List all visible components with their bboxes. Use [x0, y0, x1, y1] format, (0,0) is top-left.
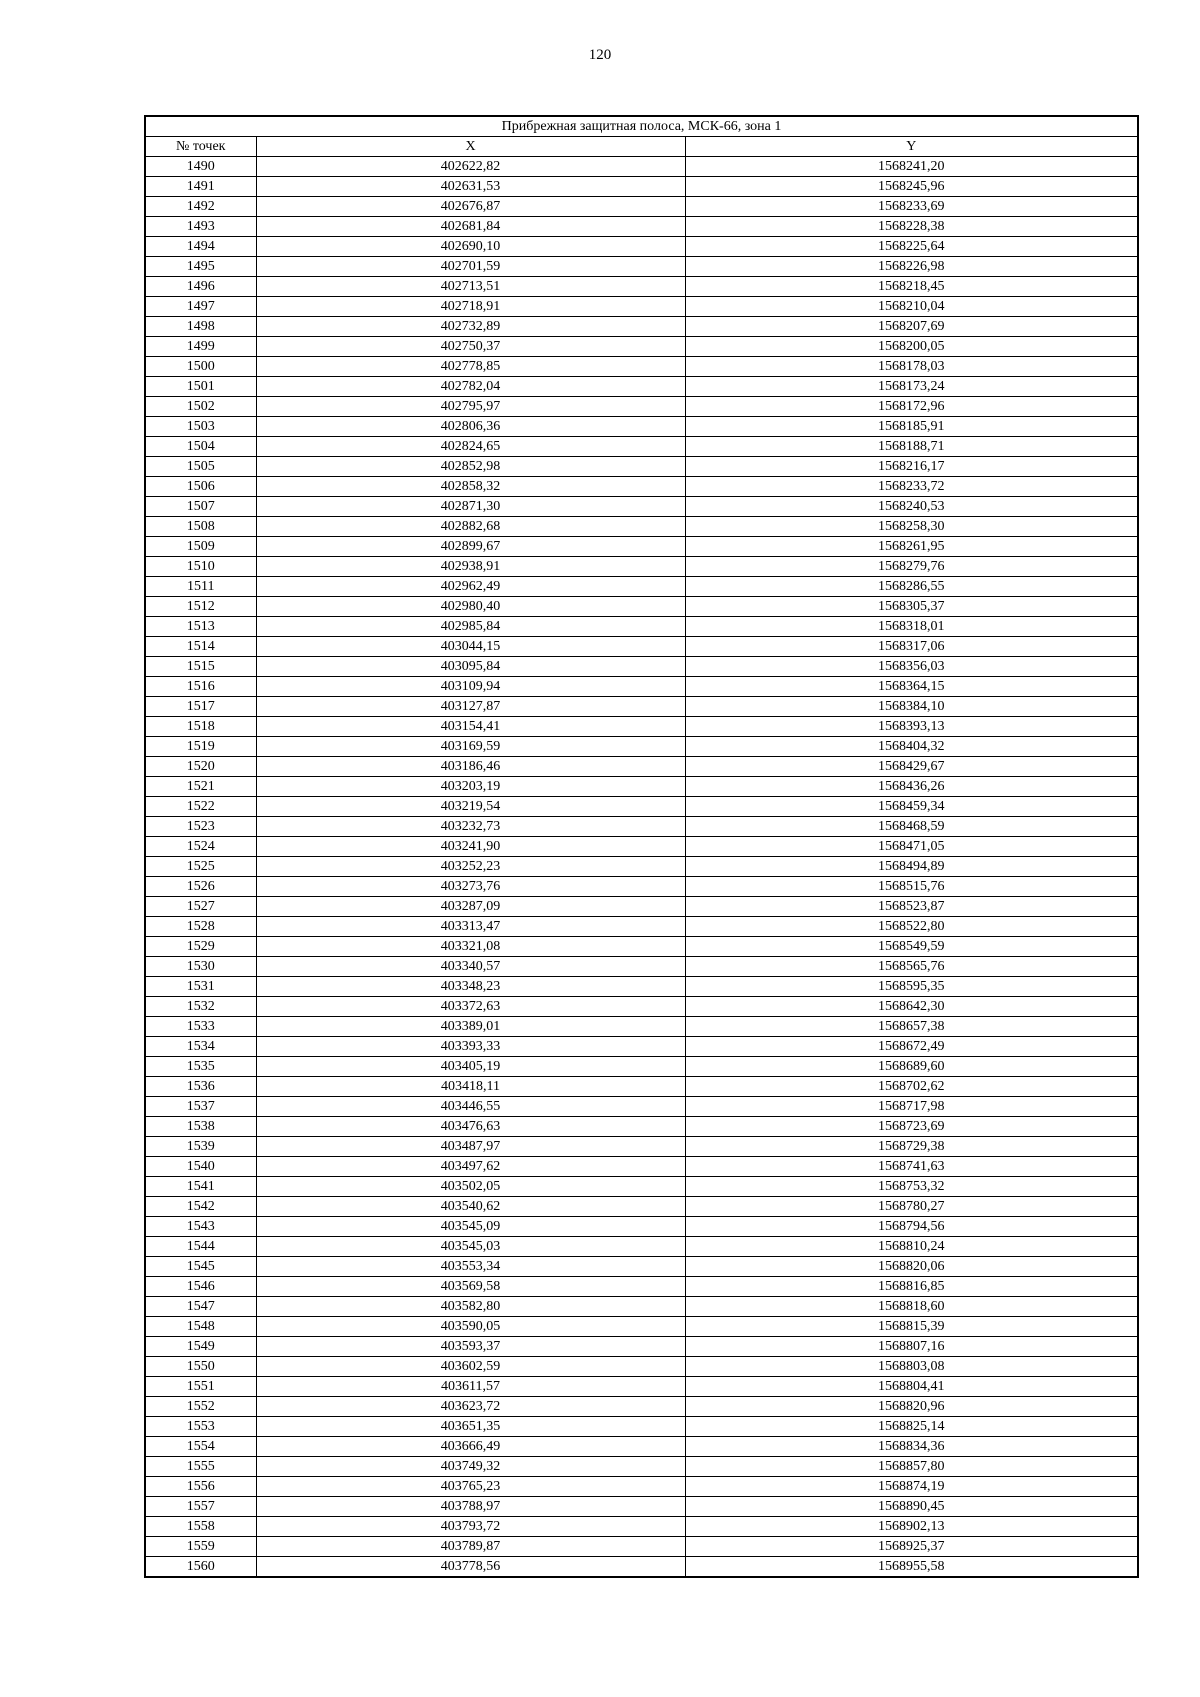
column-header-point-number: № точек [145, 137, 256, 157]
cell-point-number: 1558 [145, 1517, 256, 1537]
cell-x: 403348,23 [256, 977, 685, 997]
table-row [145, 857, 1138, 877]
table-row [145, 1177, 1138, 1197]
cell-y: 1568834,36 [685, 1437, 1138, 1457]
table-row [145, 617, 1138, 637]
cell-x: 402882,68 [256, 517, 685, 537]
cell-x: 403273,76 [256, 877, 685, 897]
table-row [145, 1017, 1138, 1037]
table-header-row [145, 137, 1138, 157]
cell-y: 1568185,91 [685, 417, 1138, 437]
table-row [145, 1397, 1138, 1417]
cell-x: 403502,05 [256, 1177, 685, 1197]
cell-point-number: 1510 [145, 557, 256, 577]
cell-x: 402631,53 [256, 177, 685, 197]
table-row [145, 157, 1138, 177]
cell-y: 1568261,95 [685, 537, 1138, 557]
cell-point-number: 1515 [145, 657, 256, 677]
cell-point-number: 1491 [145, 177, 256, 197]
table-body [145, 157, 1138, 1578]
cell-x: 402750,37 [256, 337, 685, 357]
cell-y: 1568702,62 [685, 1077, 1138, 1097]
cell-point-number: 1559 [145, 1537, 256, 1557]
cell-x: 403497,62 [256, 1157, 685, 1177]
cell-x: 403602,59 [256, 1357, 685, 1377]
cell-x: 403109,94 [256, 677, 685, 697]
table-row [145, 1077, 1138, 1097]
cell-x: 403765,23 [256, 1477, 685, 1497]
cell-y: 1568780,27 [685, 1197, 1138, 1217]
column-header-x: X [256, 137, 685, 157]
table-row [145, 297, 1138, 317]
cell-x: 403778,56 [256, 1557, 685, 1578]
table-row [145, 937, 1138, 957]
cell-y: 1568245,96 [685, 177, 1138, 197]
cell-point-number: 1535 [145, 1057, 256, 1077]
cell-y: 1568494,89 [685, 857, 1138, 877]
cell-y: 1568364,15 [685, 677, 1138, 697]
table-row [145, 1237, 1138, 1257]
cell-point-number: 1504 [145, 437, 256, 457]
table-row [145, 597, 1138, 617]
cell-point-number: 1532 [145, 997, 256, 1017]
cell-y: 1568565,76 [685, 957, 1138, 977]
cell-point-number: 1552 [145, 1397, 256, 1417]
table-row [145, 777, 1138, 797]
cell-y: 1568317,06 [685, 637, 1138, 657]
cell-y: 1568226,98 [685, 257, 1138, 277]
cell-point-number: 1542 [145, 1197, 256, 1217]
cell-y: 1568241,20 [685, 157, 1138, 177]
cell-x: 402676,87 [256, 197, 685, 217]
cell-x: 402732,89 [256, 317, 685, 337]
cell-x: 403095,84 [256, 657, 685, 677]
cell-x: 403321,08 [256, 937, 685, 957]
cell-x: 402852,98 [256, 457, 685, 477]
cell-x: 403203,19 [256, 777, 685, 797]
cell-x: 403545,03 [256, 1237, 685, 1257]
table-row [145, 1057, 1138, 1077]
cell-y: 1568356,03 [685, 657, 1138, 677]
cell-y: 1568955,58 [685, 1557, 1138, 1578]
cell-y: 1568857,80 [685, 1457, 1138, 1477]
cell-y: 1568279,76 [685, 557, 1138, 577]
cell-x: 403313,47 [256, 917, 685, 937]
table-row [145, 1337, 1138, 1357]
cell-x: 403545,09 [256, 1217, 685, 1237]
cell-y: 1568874,19 [685, 1477, 1138, 1497]
table-row [145, 1037, 1138, 1057]
table-row [145, 357, 1138, 377]
cell-point-number: 1531 [145, 977, 256, 997]
table-row [145, 1417, 1138, 1437]
cell-point-number: 1492 [145, 197, 256, 217]
cell-point-number: 1543 [145, 1217, 256, 1237]
cell-y: 1568803,08 [685, 1357, 1138, 1377]
cell-y: 1568188,71 [685, 437, 1138, 457]
cell-x: 402713,51 [256, 277, 685, 297]
cell-point-number: 1511 [145, 577, 256, 597]
cell-point-number: 1494 [145, 237, 256, 257]
table-row [145, 877, 1138, 897]
table-row [145, 817, 1138, 837]
cell-point-number: 1551 [145, 1377, 256, 1397]
cell-y: 1568522,80 [685, 917, 1138, 937]
cell-x: 403241,90 [256, 837, 685, 857]
table-row [145, 977, 1138, 997]
cell-point-number: 1539 [145, 1137, 256, 1157]
table-row [145, 277, 1138, 297]
coordinates-table [144, 115, 1139, 1578]
cell-y: 1568286,55 [685, 577, 1138, 597]
table-row [145, 517, 1138, 537]
cell-point-number: 1499 [145, 337, 256, 357]
table-row [145, 577, 1138, 597]
cell-point-number: 1518 [145, 717, 256, 737]
cell-y: 1568404,32 [685, 737, 1138, 757]
cell-x: 403372,63 [256, 997, 685, 1017]
cell-point-number: 1508 [145, 517, 256, 537]
table-row [145, 1537, 1138, 1557]
cell-x: 403186,46 [256, 757, 685, 777]
table-row [145, 637, 1138, 657]
cell-point-number: 1557 [145, 1497, 256, 1517]
cell-point-number: 1501 [145, 377, 256, 397]
cell-point-number: 1524 [145, 837, 256, 857]
table-row [145, 1477, 1138, 1497]
cell-point-number: 1530 [145, 957, 256, 977]
cell-x: 403476,63 [256, 1117, 685, 1137]
cell-x: 403219,54 [256, 797, 685, 817]
cell-x: 403611,57 [256, 1377, 685, 1397]
cell-point-number: 1537 [145, 1097, 256, 1117]
cell-x: 403590,05 [256, 1317, 685, 1337]
table-row [145, 757, 1138, 777]
cell-x: 403169,59 [256, 737, 685, 757]
cell-x: 402985,84 [256, 617, 685, 637]
cell-point-number: 1541 [145, 1177, 256, 1197]
table-row [145, 657, 1138, 677]
cell-x: 402778,85 [256, 357, 685, 377]
cell-x: 403582,80 [256, 1297, 685, 1317]
table-row [145, 1357, 1138, 1377]
cell-y: 1568318,01 [685, 617, 1138, 637]
cell-point-number: 1497 [145, 297, 256, 317]
table-row [145, 457, 1138, 477]
cell-point-number: 1503 [145, 417, 256, 437]
table-row [145, 1517, 1138, 1537]
cell-x: 403389,01 [256, 1017, 685, 1037]
cell-y: 1568804,41 [685, 1377, 1138, 1397]
cell-y: 1568820,96 [685, 1397, 1138, 1417]
cell-y: 1568807,16 [685, 1337, 1138, 1357]
cell-y: 1568207,69 [685, 317, 1138, 337]
cell-y: 1568595,35 [685, 977, 1138, 997]
cell-point-number: 1549 [145, 1337, 256, 1357]
table-row [145, 217, 1138, 237]
cell-x: 403788,97 [256, 1497, 685, 1517]
cell-point-number: 1522 [145, 797, 256, 817]
cell-x: 402980,40 [256, 597, 685, 617]
table-title: Прибрежная защитная полоса, МСК-66, зона 1 [145, 116, 1138, 137]
cell-x: 402622,82 [256, 157, 685, 177]
cell-y: 1568741,63 [685, 1157, 1138, 1177]
cell-x: 402681,84 [256, 217, 685, 237]
cell-x: 403154,41 [256, 717, 685, 737]
cell-y: 1568820,06 [685, 1257, 1138, 1277]
table-row [145, 257, 1138, 277]
cell-x: 403393,33 [256, 1037, 685, 1057]
cell-y: 1568172,96 [685, 397, 1138, 417]
table-row [145, 1377, 1138, 1397]
cell-point-number: 1550 [145, 1357, 256, 1377]
table-row [145, 677, 1138, 697]
cell-y: 1568468,59 [685, 817, 1138, 837]
cell-point-number: 1493 [145, 217, 256, 237]
cell-point-number: 1505 [145, 457, 256, 477]
cell-point-number: 1533 [145, 1017, 256, 1037]
table-row [145, 897, 1138, 917]
cell-x: 402795,97 [256, 397, 685, 417]
table-row [145, 837, 1138, 857]
table-row [145, 497, 1138, 517]
table-row [145, 717, 1138, 737]
cell-point-number: 1507 [145, 497, 256, 517]
table-row [145, 1137, 1138, 1157]
cell-point-number: 1520 [145, 757, 256, 777]
table-title-row [145, 116, 1138, 137]
cell-y: 1568240,53 [685, 497, 1138, 517]
cell-y: 1568902,13 [685, 1517, 1138, 1537]
cell-x: 403749,32 [256, 1457, 685, 1477]
cell-point-number: 1548 [145, 1317, 256, 1337]
cell-y: 1568216,17 [685, 457, 1138, 477]
cell-point-number: 1546 [145, 1277, 256, 1297]
table-row [145, 1197, 1138, 1217]
cell-x: 403593,37 [256, 1337, 685, 1357]
cell-x: 403666,49 [256, 1437, 685, 1457]
table-row [145, 1217, 1138, 1237]
table-row [145, 797, 1138, 817]
cell-point-number: 1514 [145, 637, 256, 657]
table-row [145, 1557, 1138, 1578]
cell-y: 1568436,26 [685, 777, 1138, 797]
cell-x: 403623,72 [256, 1397, 685, 1417]
table-row [145, 1257, 1138, 1277]
cell-y: 1568384,10 [685, 697, 1138, 717]
page-number: 120 [588, 47, 612, 63]
cell-point-number: 1554 [145, 1437, 256, 1457]
table-row [145, 917, 1138, 937]
cell-x: 403287,09 [256, 897, 685, 917]
cell-point-number: 1519 [145, 737, 256, 757]
cell-y: 1568825,14 [685, 1417, 1138, 1437]
table-row [145, 1277, 1138, 1297]
cell-y: 1568717,98 [685, 1097, 1138, 1117]
cell-x: 402701,59 [256, 257, 685, 277]
cell-y: 1568225,64 [685, 237, 1138, 257]
cell-y: 1568305,37 [685, 597, 1138, 617]
cell-y: 1568818,60 [685, 1297, 1138, 1317]
cell-y: 1568794,56 [685, 1217, 1138, 1237]
table-row [145, 437, 1138, 457]
cell-x: 403232,73 [256, 817, 685, 837]
cell-x: 402899,67 [256, 537, 685, 557]
cell-y: 1568925,37 [685, 1537, 1138, 1557]
cell-point-number: 1527 [145, 897, 256, 917]
cell-y: 1568200,05 [685, 337, 1138, 357]
cell-x: 402858,32 [256, 477, 685, 497]
cell-y: 1568890,45 [685, 1497, 1138, 1517]
table-row [145, 737, 1138, 757]
cell-x: 402782,04 [256, 377, 685, 397]
cell-point-number: 1547 [145, 1297, 256, 1317]
table-row [145, 1317, 1138, 1337]
column-header-y: Y [685, 137, 1138, 157]
cell-point-number: 1490 [145, 157, 256, 177]
cell-point-number: 1517 [145, 697, 256, 717]
cell-point-number: 1502 [145, 397, 256, 417]
cell-x: 402824,65 [256, 437, 685, 457]
cell-y: 1568218,45 [685, 277, 1138, 297]
cell-y: 1568657,38 [685, 1017, 1138, 1037]
cell-x: 402871,30 [256, 497, 685, 517]
cell-y: 1568523,87 [685, 897, 1138, 917]
cell-point-number: 1545 [145, 1257, 256, 1277]
table-row [145, 197, 1138, 217]
table-row [145, 1097, 1138, 1117]
table-row [145, 697, 1138, 717]
cell-point-number: 1495 [145, 257, 256, 277]
table-row [145, 237, 1138, 257]
cell-y: 1568549,59 [685, 937, 1138, 957]
cell-point-number: 1498 [145, 317, 256, 337]
cell-y: 1568471,05 [685, 837, 1138, 857]
table-row [145, 997, 1138, 1017]
cell-point-number: 1528 [145, 917, 256, 937]
cell-x: 403651,35 [256, 1417, 685, 1437]
cell-point-number: 1500 [145, 357, 256, 377]
cell-point-number: 1560 [145, 1557, 256, 1578]
cell-y: 1568178,03 [685, 357, 1138, 377]
cell-x: 403252,23 [256, 857, 685, 877]
cell-point-number: 1538 [145, 1117, 256, 1137]
cell-y: 1568753,32 [685, 1177, 1138, 1197]
table-row [145, 957, 1138, 977]
cell-y: 1568233,72 [685, 477, 1138, 497]
cell-x: 402690,10 [256, 237, 685, 257]
cell-y: 1568459,34 [685, 797, 1138, 817]
cell-point-number: 1506 [145, 477, 256, 497]
table-row [145, 1297, 1138, 1317]
cell-y: 1568729,38 [685, 1137, 1138, 1157]
table-row [145, 317, 1138, 337]
cell-y: 1568515,76 [685, 877, 1138, 897]
cell-point-number: 1512 [145, 597, 256, 617]
cell-point-number: 1526 [145, 877, 256, 897]
cell-point-number: 1496 [145, 277, 256, 297]
cell-point-number: 1529 [145, 937, 256, 957]
cell-point-number: 1540 [145, 1157, 256, 1177]
cell-point-number: 1516 [145, 677, 256, 697]
cell-point-number: 1553 [145, 1417, 256, 1437]
cell-x: 403446,55 [256, 1097, 685, 1117]
cell-x: 403553,34 [256, 1257, 685, 1277]
cell-y: 1568210,04 [685, 297, 1138, 317]
table-row [145, 537, 1138, 557]
cell-y: 1568173,24 [685, 377, 1138, 397]
table-row [145, 1457, 1138, 1477]
cell-y: 1568816,85 [685, 1277, 1138, 1297]
cell-y: 1568672,49 [685, 1037, 1138, 1057]
cell-y: 1568393,13 [685, 717, 1138, 737]
cell-x: 403487,97 [256, 1137, 685, 1157]
table-row [145, 377, 1138, 397]
cell-point-number: 1556 [145, 1477, 256, 1497]
table-row [145, 337, 1138, 357]
cell-point-number: 1525 [145, 857, 256, 877]
cell-x: 403418,11 [256, 1077, 685, 1097]
cell-x: 403540,62 [256, 1197, 685, 1217]
cell-y: 1568233,69 [685, 197, 1138, 217]
cell-point-number: 1523 [145, 817, 256, 837]
cell-x: 403044,15 [256, 637, 685, 657]
cell-x: 403569,58 [256, 1277, 685, 1297]
cell-y: 1568642,30 [685, 997, 1138, 1017]
cell-point-number: 1555 [145, 1457, 256, 1477]
cell-x: 402806,36 [256, 417, 685, 437]
table-row [145, 1497, 1138, 1517]
table-row [145, 1157, 1138, 1177]
cell-y: 1568228,38 [685, 217, 1138, 237]
cell-point-number: 1536 [145, 1077, 256, 1097]
cell-y: 1568258,30 [685, 517, 1138, 537]
table-row [145, 477, 1138, 497]
table-row [145, 1117, 1138, 1137]
cell-point-number: 1544 [145, 1237, 256, 1257]
cell-y: 1568723,69 [685, 1117, 1138, 1137]
cell-x: 402962,49 [256, 577, 685, 597]
cell-x: 402718,91 [256, 297, 685, 317]
table-row [145, 417, 1138, 437]
table-row [145, 557, 1138, 577]
cell-point-number: 1521 [145, 777, 256, 797]
cell-x: 402938,91 [256, 557, 685, 577]
cell-x: 403789,87 [256, 1537, 685, 1557]
cell-point-number: 1513 [145, 617, 256, 637]
cell-y: 1568429,67 [685, 757, 1138, 777]
table-row [145, 397, 1138, 417]
cell-x: 403340,57 [256, 957, 685, 977]
table-row [145, 1437, 1138, 1457]
cell-x: 403793,72 [256, 1517, 685, 1537]
cell-y: 1568689,60 [685, 1057, 1138, 1077]
table-row [145, 177, 1138, 197]
cell-y: 1568815,39 [685, 1317, 1138, 1337]
cell-y: 1568810,24 [685, 1237, 1138, 1257]
cell-x: 403127,87 [256, 697, 685, 717]
cell-point-number: 1534 [145, 1037, 256, 1057]
cell-x: 403405,19 [256, 1057, 685, 1077]
cell-point-number: 1509 [145, 537, 256, 557]
